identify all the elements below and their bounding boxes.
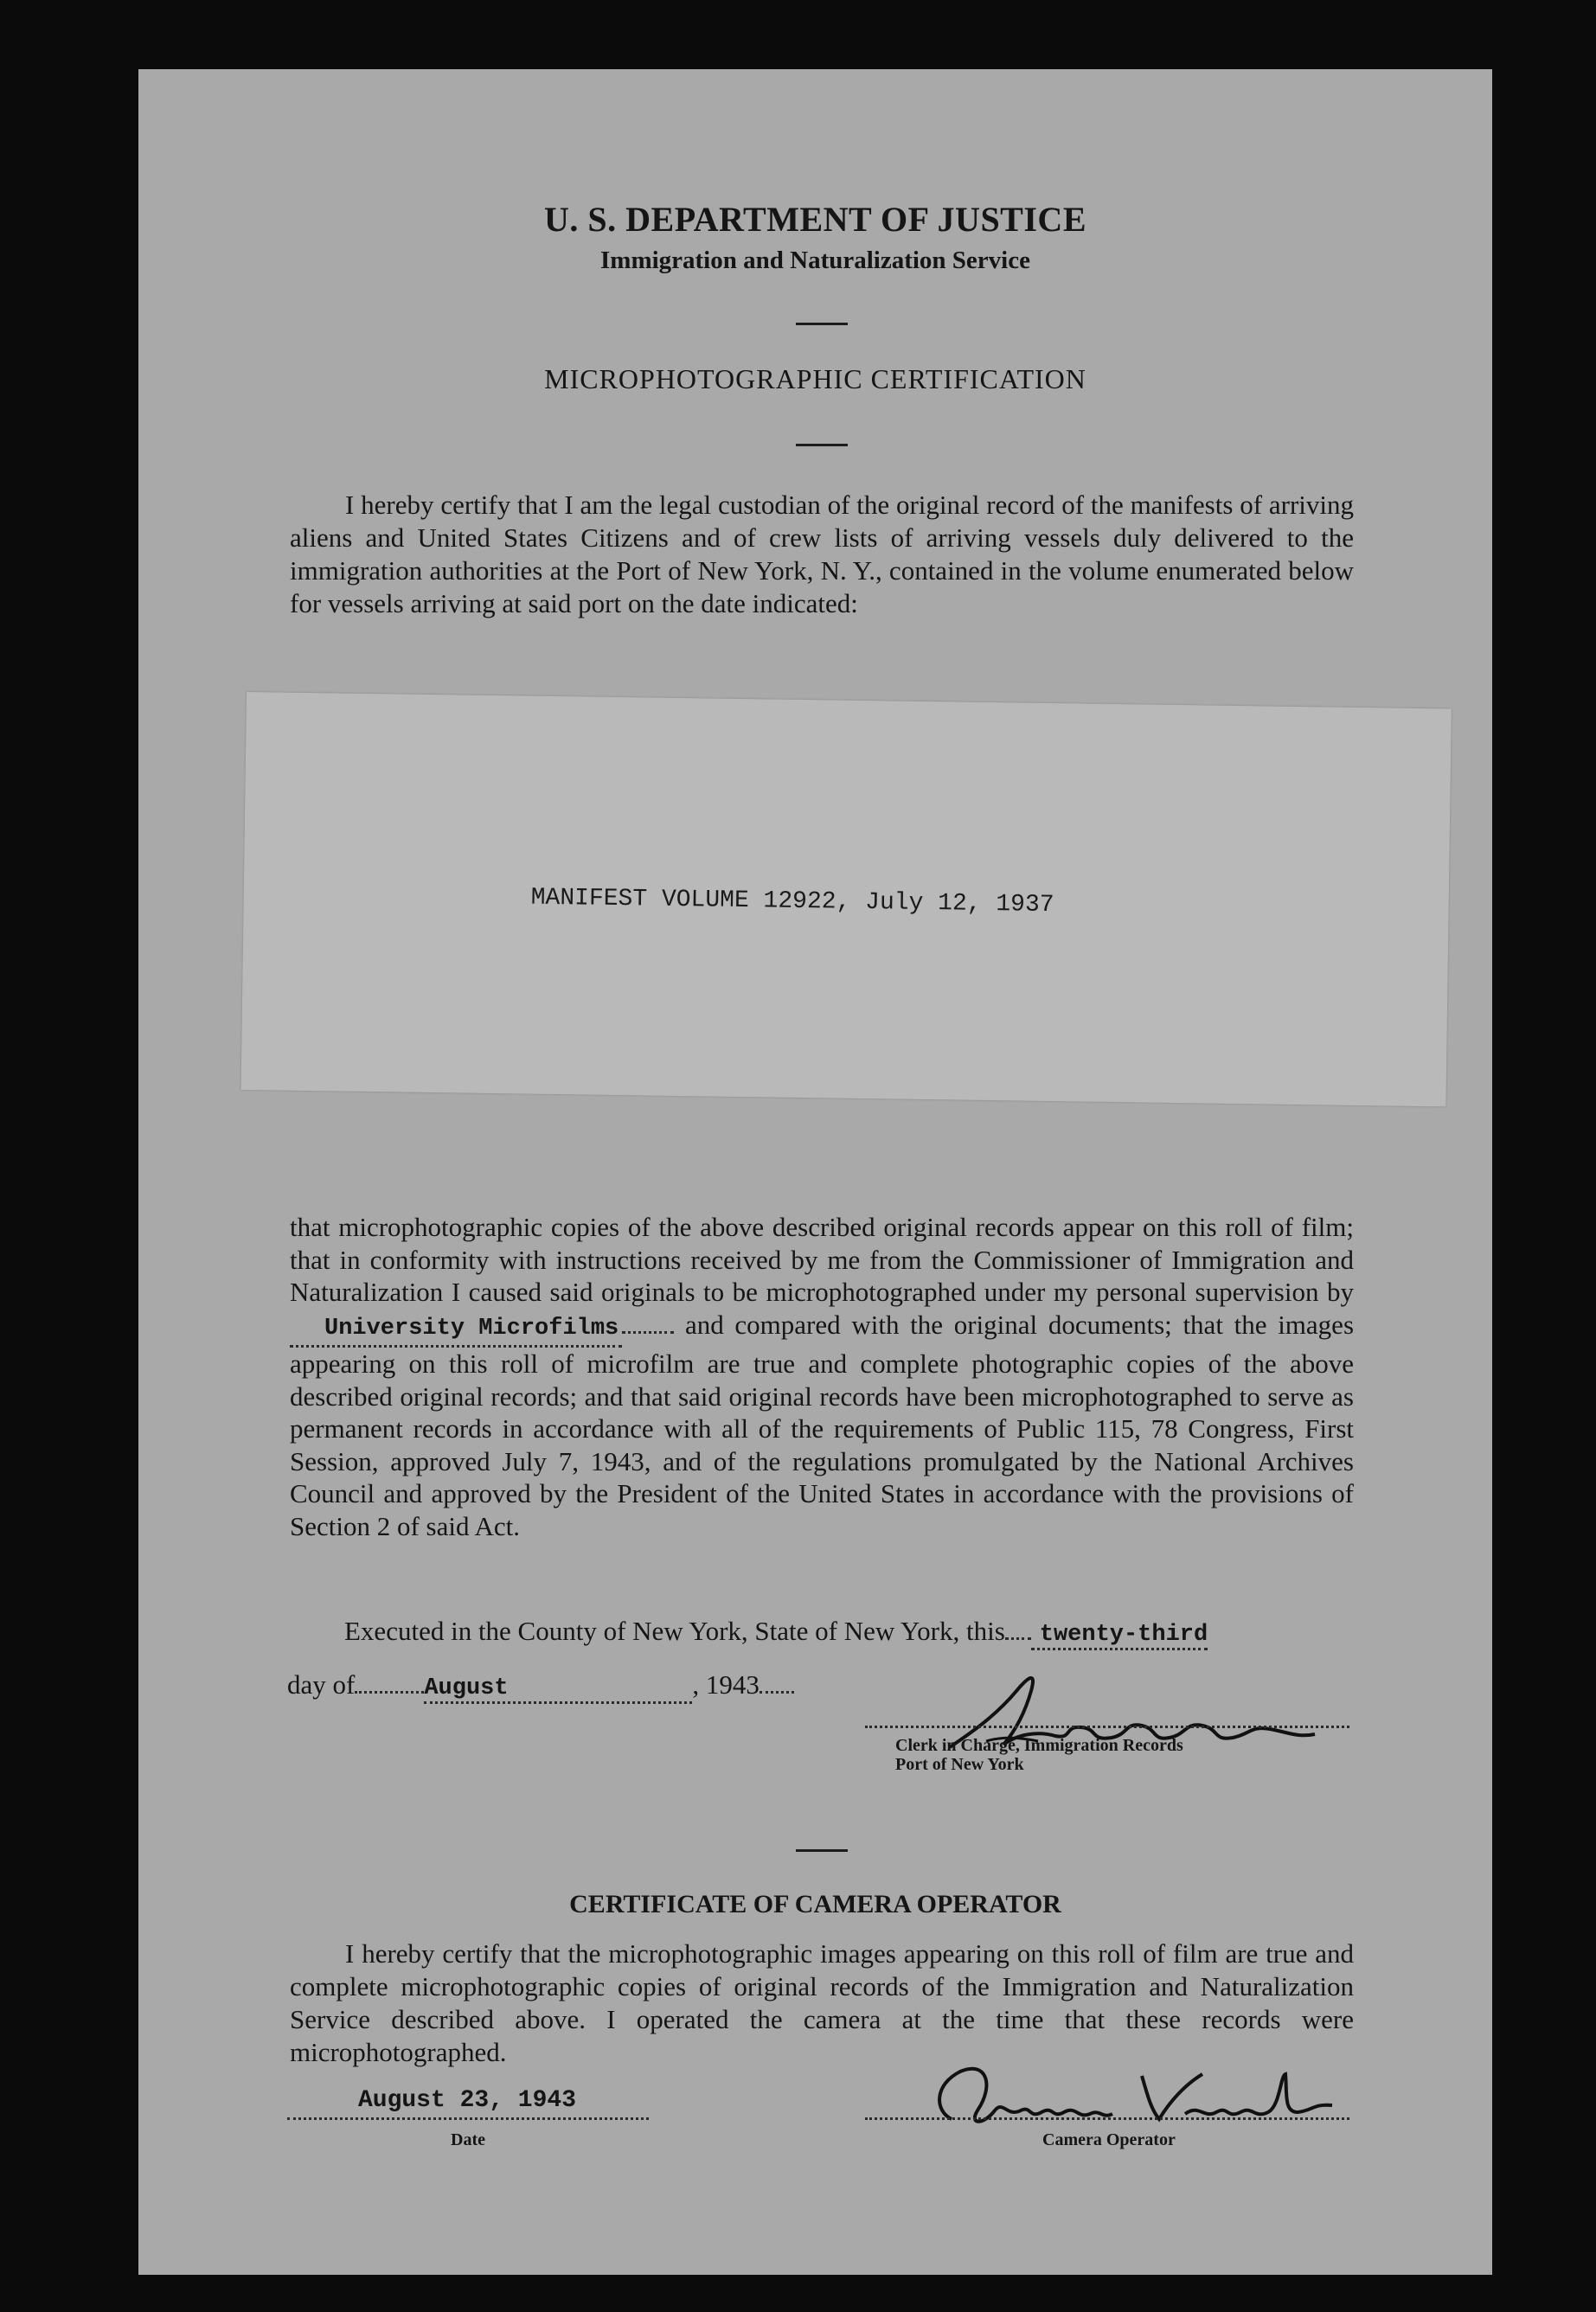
clerk-title [895,1736,1183,1774]
divider [796,444,848,446]
clerk-signature-line [865,1726,1349,1728]
date-line [287,2117,649,2120]
day-of-label: day of [287,1669,356,1700]
certificate-date: August 23, 1943 [357,2087,577,2114]
manifest-volume-label: MANIFEST VOLUME 12922, July 12, 1937 [530,884,1054,919]
camera-operator-signature [900,2050,1349,2136]
execution-year: , 1943 [692,1669,760,1700]
fill-dots [355,1691,424,1694]
execution-month: August [424,1675,692,1704]
operator-signature-line [865,2117,1349,2120]
fill-dots [760,1691,794,1694]
divider [796,1849,848,1852]
fill-dots [622,1331,674,1334]
fill-dots [1005,1637,1031,1640]
date-label: Date [451,2130,485,2149]
certification-body [290,1211,1354,1542]
body-text-part2: and compared with the original documents; that the images appearing on this roll of microfilm are true and complete photographic copies of the above described original records; and that said original records have been microphotographed to serve as permanent records in accordance with all of the requirements of Public 115, 78 Congress, First Session, approved July 7, 1943, and of the regulations promulgated by the National Archives Council and approved by the President of the United States in accordance with the provisions of Section 2 of said Act. [290,1309,1355,1541]
microfilmer-name: University Microfilms [290,1313,622,1348]
certification-title: MICROPHOTOGRAPHIC CERTIFICATION [544,363,1086,394]
clerk-title-line1: Clerk in Charge, Immigration Records [895,1736,1183,1755]
body-text-part1: that microphotographic copies of the above described original records appear on this roll of film; that in conformity with instructions received by me from the Commissioner of Immigration and Naturalization I caused said originals to be microphotographed under my personal supervision by [290,1212,1354,1307]
execution-line [344,1616,1208,1650]
operator-label: Camera Operator [1042,2130,1176,2149]
camera-certificate-text: I hereby certify that the microphotographic images appearing on this roll of film are true and complete microphotographic copies of original records of the Immigration and Naturalization Service described above. I operated the camera at the time that these records were microphotographed. [290,1938,1354,2067]
camera-certificate-title: CERTIFICATE OF CAMERA OPERATOR [569,1890,1061,1918]
execution-lead: Executed in the County of New York, State of New York, this [344,1616,1005,1646]
execution-day: twenty-third [1031,1622,1208,1650]
document-page [138,69,1492,2275]
volume-slip [241,692,1452,1106]
clerk-title-line2: Port of New York [895,1755,1024,1774]
service-subheading: Immigration and Naturalization Service [600,247,1030,274]
day-of-line [287,1669,794,1704]
divider [796,323,848,325]
department-heading: U. S. DEPARTMENT OF JUSTICE [544,200,1086,239]
intro-paragraph: I hereby certify that I am the legal custodian of the original record of the manifests of arriving aliens and United States Citizens and of crew lists of arriving vessels duly delivered to the immigration authorities at the Port of New York, N. Y., contained in the volume enumerated below for vessels arriving at said port on the date indicated: [290,490,1354,618]
